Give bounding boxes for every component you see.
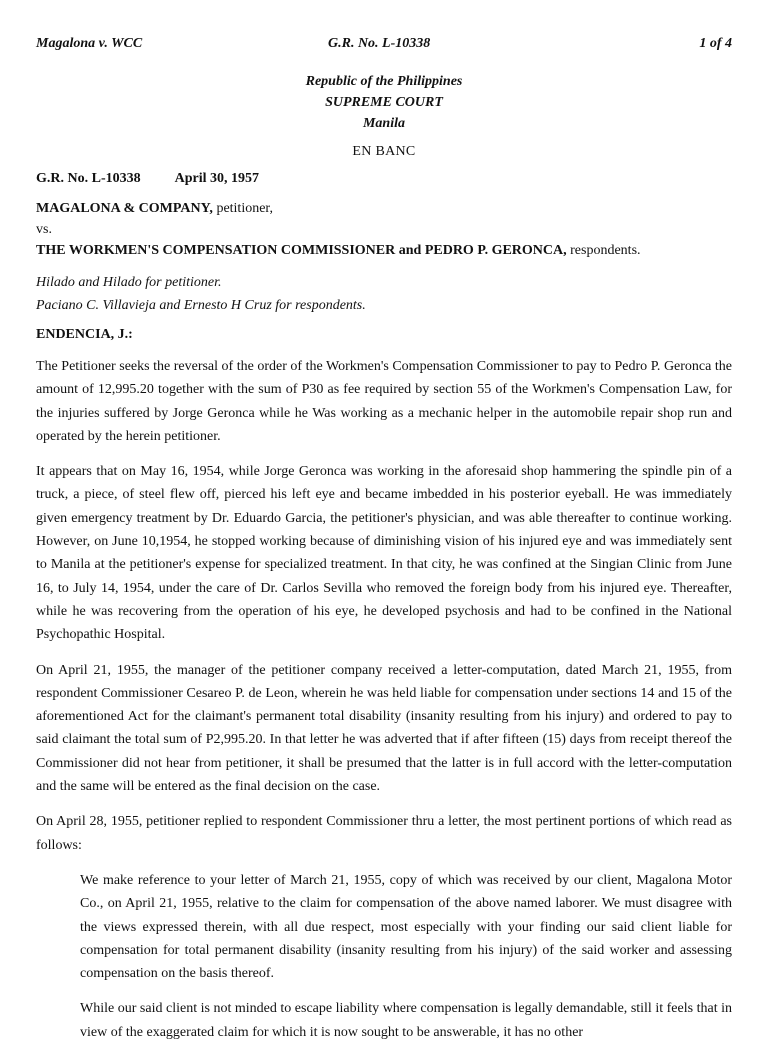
- block-quote-paragraph-1: We make reference to your letter of March 21, 1955, copy of which was received by our client, Magalona Motor Co., on April 21, 1955, relative to the claim for compensation of the above named laborer. We must disagree with the views expressed therein, with all due respect, most especially with your finding our said client liable for compensation for total permanent disability (insanity resulting from his injury) of the said worker and assessing compensation on the basis thereof.: [80, 872, 732, 982]
- petitioner-role: petitioner,: [216, 201, 274, 216]
- division-label: EN BANC: [352, 144, 416, 159]
- respondents-role: respondents.: [570, 243, 641, 258]
- court-republic: Republic of the Philippines: [305, 74, 463, 89]
- case-date: April 30, 1957: [174, 171, 260, 186]
- petitioner-line: [36, 198, 732, 219]
- block-quote-paragraph-2: While our said client is not minded to escape liability where compensation is legally demandable, still it feels that in view of the exaggerated claim for which it is now sought to be answerable, it has no other: [80, 1001, 732, 1040]
- counsel-respondents: Paciano C. Villavieja and Ernesto H Cruz for respondents.: [36, 298, 366, 313]
- respondents-line: [36, 240, 732, 261]
- court-block: [36, 71, 732, 134]
- respondents-name: THE WORKMEN'S COMPENSATION COMMISSIONER and PEDRO P. GERONCA,: [36, 243, 567, 258]
- body-paragraph-2: It appears that on May 16, 1954, while Jorge Geronca was working in the aforesaid shop hammering the spindle pin of a truck, a piece, of steel flew off, pierced his left eye and became imbedded in his posterior eyeball. He was immediately given emergency treatment by Dr. Eduardo Garcia, the petitioner's physician, and was able thereafter to continue working. However, on June 10,1954, he stopped working because of diminishing vision of his injured eye and was immediately sent to Manila at the petitioner's expense for specialized treatment. In that city, he was confined at the Singian Clinic from June 16, to July 14, 1954, under the care of Dr. Carlos Sevilla who removed the foreign body from his injured eye. Thereafter, while he was recovering from the operation of his eye, he developed psychosis and had to be confined in the National Psychopathic Hospital.: [36, 464, 732, 643]
- case-number-line: [36, 171, 732, 187]
- header-page-indicator: 1 of 4: [699, 36, 732, 51]
- petitioner-name: MAGALONA & COMPANY,: [36, 201, 213, 216]
- court-name: SUPREME COURT: [325, 95, 443, 110]
- parties-block: [36, 198, 732, 261]
- versus: vs.: [36, 222, 52, 237]
- counsel-petitioner: Hilado and Hilado for petitioner.: [36, 275, 222, 290]
- counsel-block: [36, 271, 732, 317]
- header-gr-no: G.R. No. L-10338: [328, 36, 431, 51]
- running-header: [36, 36, 732, 56]
- body-paragraph-4: On April 28, 1955, petitioner replied to respondent Commissioner thru a letter, the most pertinent portions of which read as follows:: [36, 814, 732, 853]
- ponente: ENDENCIA, J.:: [36, 327, 133, 342]
- body-paragraph-1: The Petitioner seeks the reversal of the order of the Workmen's Compensation Commissioner to pay to Pedro P. Geronca the amount of 12,995.20 together with the sum of P30 as fee required by section 55 of the Workmen's Compensation Law, for the injuries suffered by Jorge Geronca while he Was working as a mechanic helper in the automobile repair shop run and operated by the herein petitioner.: [36, 359, 732, 444]
- case-number: G.R. No. L-10338: [36, 171, 141, 186]
- body-paragraph-3: On April 21, 1955, the manager of the petitioner company received a letter-computation, dated March 21, 1955, from respondent Commissioner Cesareo P. de Leon, wherein he was held liable for compensation under sections 14 and 15 of the aforementioned Act for the claimant's permanent total disability (insanity resulting from his injury) and ordered to pay to said claimant the total sum of P2,995.20. In that letter he was adverted that if after fifteen (15) days from receipt thereof the Commissioner did not hear from petitioner, it shall be presumed that the latter is in full accord with the letter-computation and the same will be entered as the final decision on the case.: [36, 662, 732, 795]
- header-case-short: Magalona v. WCC: [36, 36, 143, 51]
- court-location: Manila: [362, 116, 405, 131]
